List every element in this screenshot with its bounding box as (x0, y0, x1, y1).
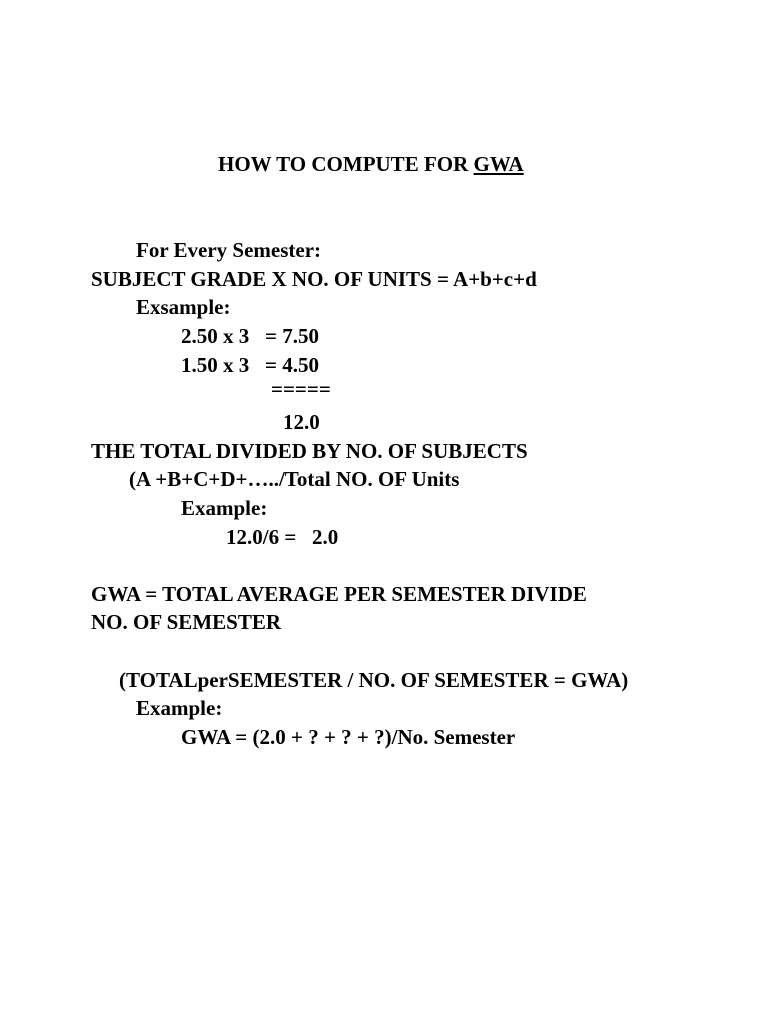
example-calc-2: 1.50 x 3 = 4.50 (181, 353, 319, 377)
page-title (218, 154, 524, 175)
gwa-formula: (TOTALperSEMESTER / NO. OF SEMESTER = GWA) (119, 668, 629, 692)
sum-divider: ===== (271, 377, 331, 401)
gwa-definition-line-1: GWA = TOTAL AVERAGE PER SEMESTER DIVIDE (91, 582, 587, 606)
grade-formula-line: SUBJECT GRADE X NO. OF UNITS = A+b+c+d (91, 267, 537, 291)
title-gwa-underlined: GWA (473, 152, 524, 176)
example-calc-1: 2.50 x 3 = 7.50 (181, 324, 319, 348)
example-calc-3: 12.0/6 = 2.0 (226, 525, 339, 549)
divide-formula: (A +B+C+D+…../Total NO. OF Units (129, 467, 460, 491)
title-prefix: HOW TO COMPUTE FOR (218, 152, 474, 176)
gwa-example: GWA = (2.0 + ? + ? + ?)/No. Semester (181, 725, 516, 749)
gwa-definition-line-2: NO. OF SEMESTER (91, 610, 282, 634)
sum-total: 12.0 (283, 410, 320, 434)
example-label-3: Example: (136, 696, 223, 720)
example-label-1: Exsample: (136, 295, 231, 319)
divide-instruction: THE TOTAL DIVIDED BY NO. OF SUBJECTS (91, 439, 528, 463)
example-label-2: Example: (181, 496, 268, 520)
every-semester-heading: For Every Semester: (136, 238, 322, 262)
